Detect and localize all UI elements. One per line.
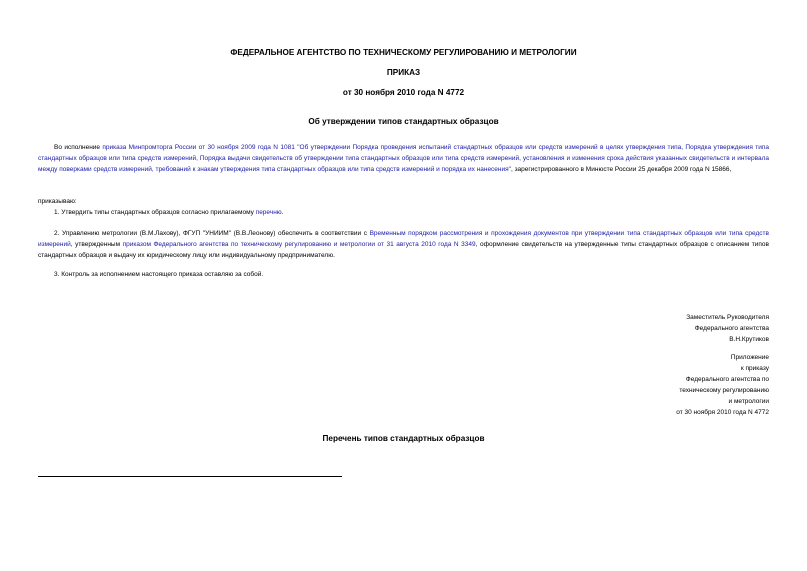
- order-1081-link[interactable]: приказа Минпромторга России от 30 ноября 2009 года N 1081 "Об утверждении Порядка проведения испытаний стандартных образцов или средств измерений в целях утверждения типа, Порядка утверждения типа стандартных образцов или типа средств измерений, Порядка выдачи свидетельств об утверждении типа стандартных образцов или типа средств измерений, установления и изменения срока действия указанных свидетельств и интервала между поверками средств измерений, требований к знакам утверждения типа стандартных образцов или типа средств измерений и порядка их нанесения": [38, 144, 769, 173]
- appendix-line-5: и метрологии: [728, 398, 769, 405]
- preamble-registration-text: , зарегистрированного в Минюсте России 25 декабря 2009 года N 15866,: [510, 166, 732, 173]
- item-2-text-3: , оформление свидетельств на утвержденные типы стандартных образцов с описанием типов стандартных образцов и выдачу их юридическому лицу или индивидуальному предпринимателю.: [38, 241, 769, 259]
- signature-agency: Федерального агентства: [694, 325, 769, 332]
- signature-name: В.Н.Крутиков: [729, 336, 769, 343]
- signature-block: [686, 312, 769, 345]
- item-2-text-2: , утвержденным: [70, 241, 123, 248]
- item-2: [38, 228, 769, 261]
- list-title: Перечень типов стандартных образцов: [322, 434, 485, 443]
- preamble-text: Во исполнение: [54, 144, 103, 151]
- preamble-paragraph: [38, 142, 769, 175]
- item-1-end: .: [281, 209, 284, 216]
- appendix-line-3: Федерального агентства по: [685, 376, 769, 383]
- temporary-procedure-link[interactable]: Временным порядком рассмотрения и прохождения документов при утверждении типа стандартных образцов или типа средств измерений: [38, 230, 769, 248]
- item-1: [38, 207, 769, 218]
- document-date-number: от 30 ноября 2010 года N 4772: [342, 88, 465, 97]
- document-subject: Об утверждении типов стандартных образцов: [308, 117, 499, 126]
- appendix-line-4: техническому регулированию: [679, 387, 769, 394]
- order-word: приказываю:: [38, 198, 77, 205]
- appendix-line-6: от 30 ноября 2010 года N 4772: [676, 409, 769, 416]
- item-3: 3. Контроль за исполнением настоящего приказа оставляю за собой.: [54, 271, 264, 278]
- appendix-block: [676, 352, 769, 418]
- agency-title: ФЕДЕРАЛЬНОЕ АГЕНТСТВО ПО ТЕХНИЧЕСКОМУ РЕГУЛИРОВАНИЮ И МЕТРОЛОГИИ: [230, 48, 577, 57]
- document-type: ПРИКАЗ: [386, 68, 421, 77]
- order-3349-link[interactable]: приказом Федерального агентства по техническому регулированию и метрологии от 31 августа 2010 года N 3349: [122, 241, 476, 248]
- item-1-text: 1. Утвердить типы стандартных образцов согласно прилагаемому: [54, 209, 256, 216]
- signature-position: Заместитель Руководителя: [686, 314, 769, 321]
- list-link[interactable]: перечню: [255, 209, 282, 216]
- item-2-text: 2. Управлению метрологии (В.М.Лахову), ФГУП "УНИИМ" (В.В.Леонову) обеспечить в соответствии с: [54, 230, 370, 237]
- footnote-divider: [38, 476, 342, 477]
- appendix-line-2: к приказу: [740, 365, 769, 372]
- appendix-line-1: Приложение: [730, 354, 769, 361]
